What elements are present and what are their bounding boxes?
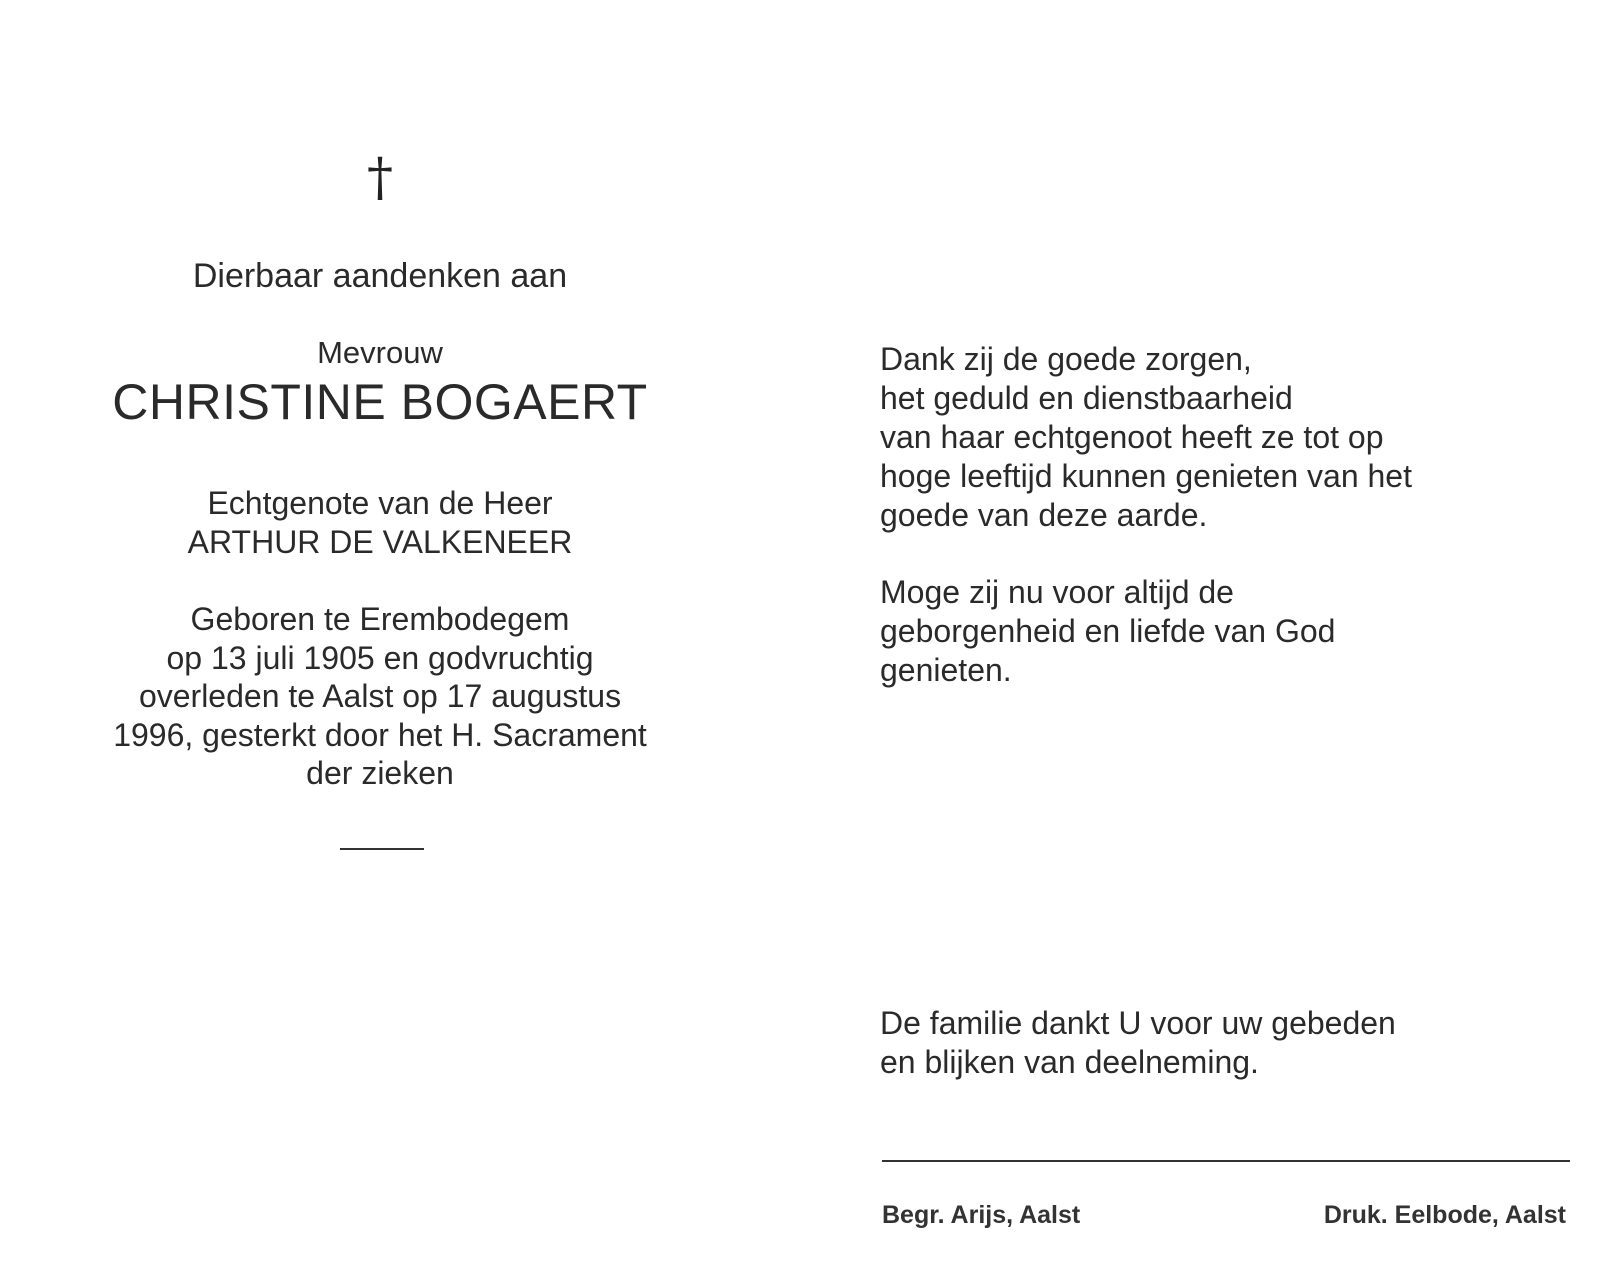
text-line: Dank zij de goede zorgen, — [880, 341, 1252, 377]
paragraph-prayer — [880, 573, 1580, 690]
text-line: hoge leeftijd kunnen genieten van het — [880, 458, 1412, 494]
printer-credit: Druk. Eelbode, Aalst — [1323, 1201, 1566, 1229]
bio-line: 1996, gesterkt door het H. Sacrament — [113, 716, 647, 753]
bio-line: Geboren te Erembodegem — [190, 601, 570, 637]
spouse-block — [40, 484, 720, 562]
divider-short — [340, 848, 424, 850]
paragraph-family-thanks — [880, 1004, 1580, 1082]
spouse-intro: Echtgenote van de Heer — [207, 485, 553, 521]
bio-line: overleden te Aalst op 17 augustus — [138, 678, 622, 714]
bio-line: der zieken — [306, 755, 454, 791]
text-line: De familie dankt U voor uw gebeden — [880, 1005, 1396, 1041]
divider-long — [882, 1160, 1570, 1162]
memorial-intro: Dierbaar aandenken aan — [192, 257, 568, 295]
text-line: van haar echtgenoot heeft ze tot op — [880, 419, 1384, 455]
text-line: goede van deze aarde. — [880, 497, 1208, 533]
text-line: en blijken van deelneming. — [880, 1044, 1259, 1080]
text-line: Moge zij nu voor altijd de — [880, 574, 1234, 610]
honorific: Mevrouw — [317, 335, 443, 370]
deceased-name: CHRISTINE BOGAERT — [112, 374, 648, 430]
cross-icon: † — [367, 148, 393, 208]
spouse-name: ARTHUR DE VALKENEER — [187, 524, 573, 560]
paragraph-thanks-care — [880, 340, 1580, 535]
text-line: het geduld en dienstbaarheid — [880, 380, 1293, 416]
text-line: genieten. — [880, 652, 1012, 688]
funeral-director-credit: Begr. Arijs, Aalst — [882, 1201, 1081, 1229]
biography — [40, 600, 720, 793]
bio-line: op 13 juli 1905 en godvruchtig — [166, 639, 594, 676]
text-line: geborgenheid en liefde van God — [880, 613, 1336, 649]
